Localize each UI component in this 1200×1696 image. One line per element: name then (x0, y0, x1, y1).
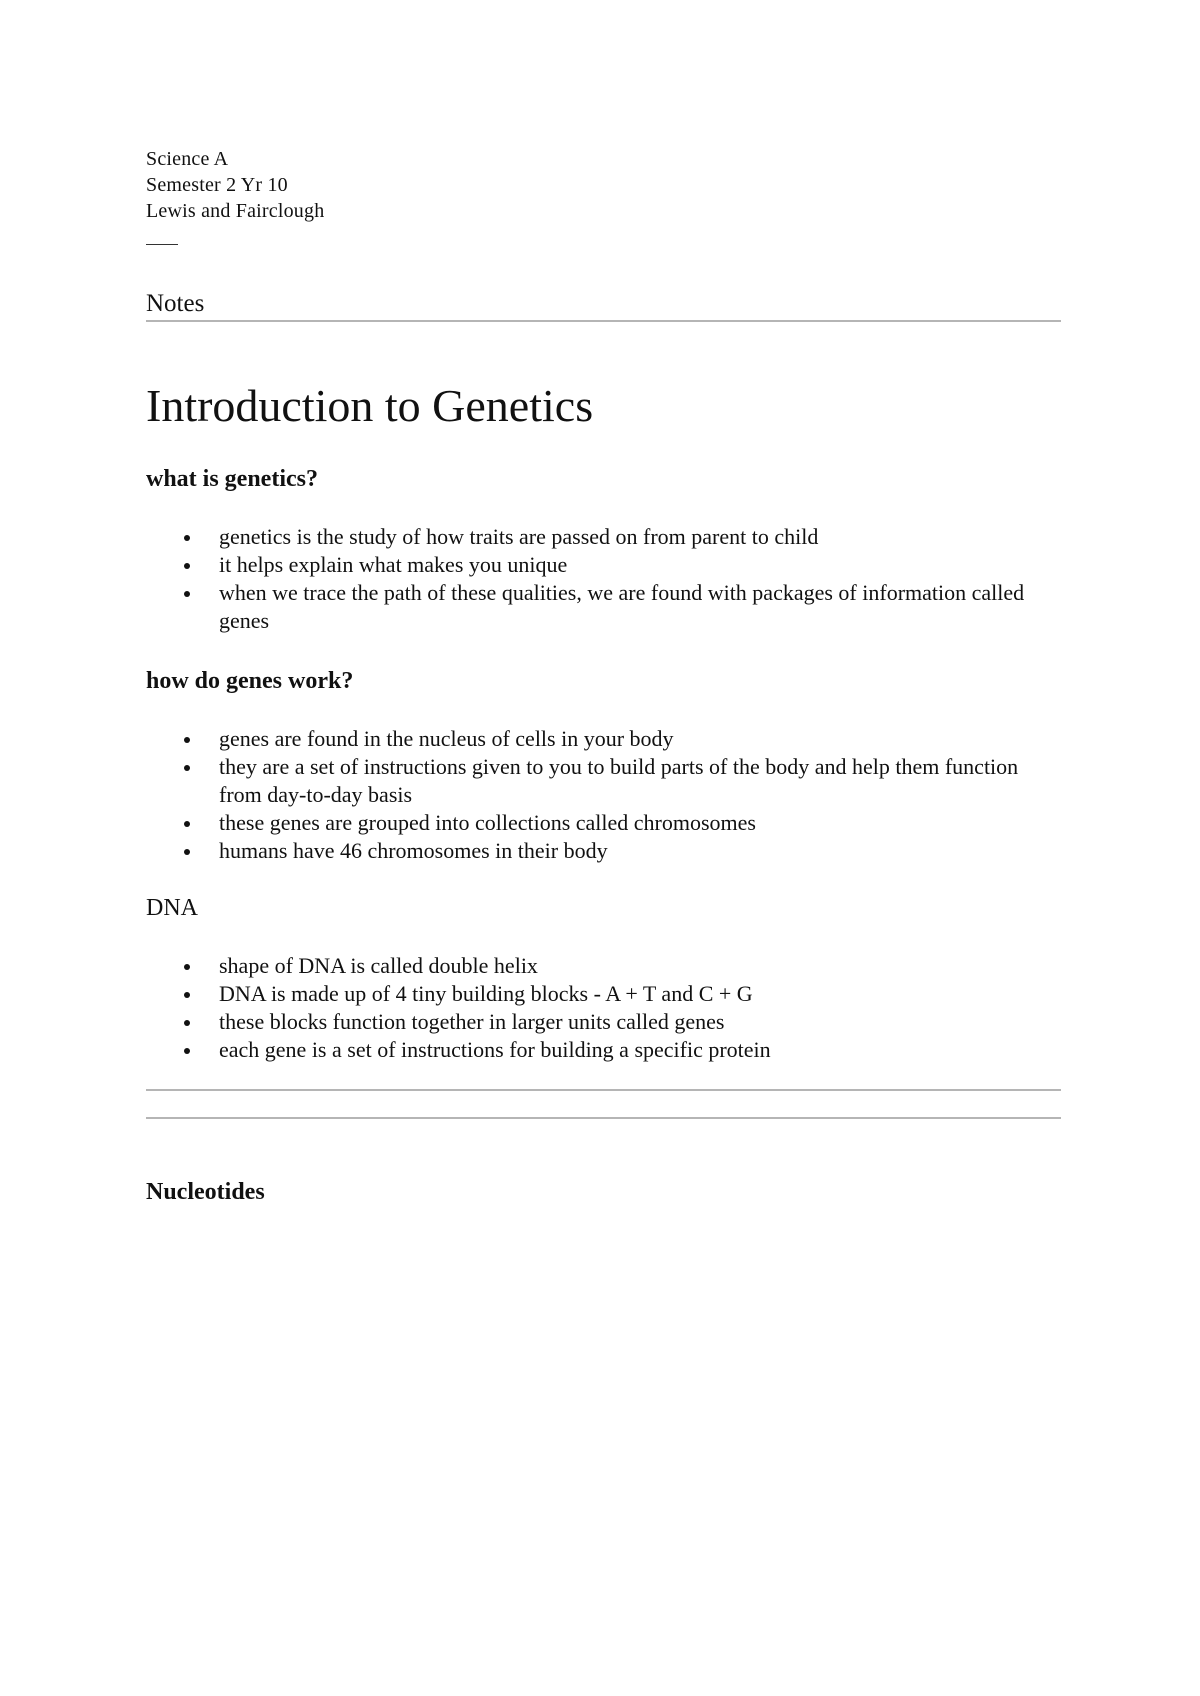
bullet-icon (184, 821, 190, 827)
bullet-icon (184, 563, 190, 569)
horizontal-rule (146, 1089, 1061, 1091)
bullet-icon (184, 992, 190, 998)
list-item-text: genetics is the study of how traits are passed on from parent to child (219, 524, 819, 549)
bullet-list-what-is-genetics (146, 523, 1061, 635)
document-header (146, 146, 324, 224)
list-item (146, 809, 1061, 837)
authors: Lewis and Fairclough (146, 200, 325, 222)
bullet-icon (184, 964, 190, 970)
horizontal-rule (146, 320, 1061, 322)
document-page (146, 0, 1061, 1696)
list-item (146, 579, 1061, 635)
bullet-list-dna (146, 952, 1061, 1064)
list-item (146, 1036, 1061, 1064)
bullet-icon (184, 535, 190, 541)
section-heading-how-do-genes-work: how do genes work? (146, 668, 354, 694)
bullet-icon (184, 737, 190, 743)
list-item-text: these blocks function together in larger units called genes (219, 1009, 725, 1034)
bullet-icon (184, 591, 190, 597)
list-item (146, 952, 1061, 980)
bullet-icon (184, 1048, 190, 1054)
list-item-text: they are a set of instructions given to you to build parts of the body and help them function from day-to-day basis (219, 754, 1019, 807)
bullet-list-how-do-genes-work (146, 725, 1061, 865)
list-item-text: these genes are grouped into collections called chromosomes (219, 810, 756, 835)
list-item (146, 980, 1061, 1008)
bullet-icon (184, 1020, 190, 1026)
list-item-text: humans have 46 chromosomes in their body (219, 838, 608, 863)
list-item-text: it helps explain what makes you unique (219, 552, 568, 577)
page-title: Introduction to Genetics (146, 380, 594, 431)
list-item (146, 523, 1061, 551)
list-item (146, 837, 1061, 865)
list-item (146, 551, 1061, 579)
bullet-icon (184, 765, 190, 771)
list-item (146, 753, 1061, 809)
list-item-text: DNA is made up of 4 tiny building blocks - A + T and C + G (219, 981, 753, 1006)
section-heading-dna: DNA (146, 895, 198, 921)
bullet-icon (184, 849, 190, 855)
section-heading-nucleotides: Nucleotides (146, 1179, 265, 1205)
horizontal-rule (146, 1117, 1061, 1119)
list-item-text: shape of DNA is called double helix (219, 953, 538, 978)
list-item (146, 1008, 1061, 1036)
list-item-text: genes are found in the nucleus of cells in your body (219, 726, 674, 751)
semester-year: Semester 2 Yr 10 (146, 174, 288, 196)
section-heading-what-is-genetics: what is genetics? (146, 466, 318, 492)
short-divider (146, 244, 178, 245)
list-item (146, 725, 1061, 753)
list-item-text: when we trace the path of these qualities, we are found with packages of information called genes (219, 580, 1025, 633)
list-item-text: each gene is a set of instructions for building a specific protein (219, 1037, 771, 1062)
course-name: Science A (146, 148, 229, 170)
notes-label: Notes (146, 290, 205, 317)
